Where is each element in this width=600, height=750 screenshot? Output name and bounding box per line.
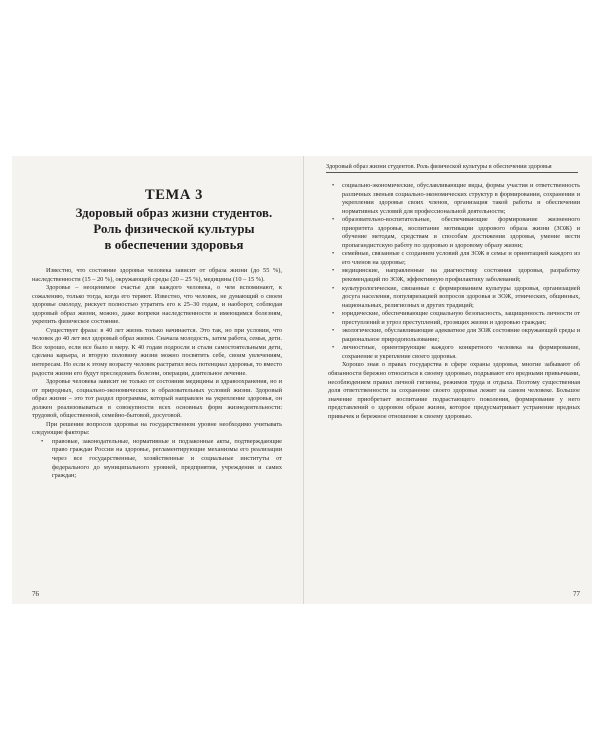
paragraph: При решении вопросов здоровья на государственном уровне необходимо учитывать следующие факторы:: [32, 420, 282, 437]
factor-list: [32, 438, 282, 481]
right-page: [304, 156, 592, 604]
list-item: [328, 310, 580, 327]
list-item-text: семейные, связанные с созданием условий для ЗОЖ в семье и ориентацией каждого из его членов на здоровье;: [342, 250, 580, 266]
list-item: [328, 216, 580, 250]
bullet-icon: •: [332, 182, 335, 189]
paragraph: Существует фраза: в 40 лет жизнь только начинается. Это так, но при условии, что человек до 40 лет вел здоровый образ жизни. Сначала молодость, затем работа, семья, дети. Все хорошо, если все было в меру. К 40 годам подросли и стали самостоятельными дети, сделана карьера, и вторую половину жизни можно посвятить себе, своим увлечениям, интересам. Но если к этому возрасту человек растратил весь потенциал здоровья, то вместо радости жизни его будут преследовать болезни, операции, длительное лечение.: [32, 326, 282, 377]
list-item: [328, 250, 580, 267]
list-item-text: экологические, обуславливающие адекватное для ЗОЖ состояние окружающей среды и рациональное природопользование;: [342, 327, 580, 343]
paragraph: Здоровье человека зависит не только от состояния медицины и здравоохранения, но и от природных, социально-экономических и образовательных условий жизни. Здоровый образ жизни – это тот раздел программы, который направлен на укрепление здоровья, он должен реализовываться в совокупности всех основных форм жизнедеятельности: трудовой, общественной, семейно-бытовой, досуговой.: [32, 378, 282, 420]
list-item-text: медицинские, направленные на диагностику состояния здоровья, разработку рекомендаций по ЗОЖ, эффективную профилактику заболеваний;: [342, 267, 580, 284]
bullet-icon: •: [332, 216, 335, 224]
bullet-icon: •: [332, 344, 335, 352]
paragraph: Здоровье – неоценимое счастье для каждого человека, о чем вспоминают, к сожалению, только тогда, когда его теряют. Известно, что человек, не думающий о своем здоровье смолоду, рискует полностью утратить его к 25–30 годам, и наоборот, соблюдая здоровый образ жизни, можно, даже вопреки наследственности и имеющимся болезням, укрепить физическое состояние.: [32, 284, 282, 326]
list-item: [328, 327, 580, 344]
page-number-left: 76: [32, 590, 39, 598]
bullet-icon: •: [332, 284, 335, 292]
list-item: [328, 344, 580, 361]
list-item-text: личностные, ориентирующие каждого конкретного человека на формирование, сохранение и укрепление своего здоровья.: [342, 344, 580, 360]
list-item-text: социально-экономические, обуславливающие виды, формы участия и ответственность различных звеньев социально-экономических структур в формировании, сохранении и укреплении здоровья своих членов, организация такой работы и обеспечении нормативных условий для профессиональной деятельности;: [342, 182, 580, 215]
paragraph: Известно, что состояние здоровья человека зависит от образа жизни (до 55 %), наследственности (15 – 20 %), окружающей среды (20 – 25 %), медицины (10 – 15 %).: [32, 267, 282, 283]
left-page: [12, 156, 304, 604]
bullet-icon: •: [332, 267, 335, 275]
chapter-title: [56, 186, 292, 253]
list-item: [328, 285, 580, 311]
bullet-icon: •: [332, 310, 335, 318]
bullet-icon: •: [41, 437, 44, 445]
list-item: [328, 267, 580, 284]
chapter-title-line-3: в обеспечении здоровья: [104, 238, 244, 252]
right-page-body: [328, 182, 580, 421]
list-item-text: юридические, обеспечивающие социальную безопасность, защищенность личности от преступлений и угроз преступлений, грозящих жизни и здоровью граждан;: [342, 310, 580, 326]
list-item: [32, 438, 282, 481]
left-page-body: [32, 267, 282, 481]
page-number-right: 77: [573, 590, 580, 598]
chapter-title-line-1: Здоровый образ жизни студентов.: [75, 206, 273, 220]
list-item: [328, 182, 580, 216]
chapter-topic-number: ТЕМА 3: [145, 187, 203, 203]
bullet-icon: •: [332, 250, 335, 258]
bullet-icon: •: [332, 327, 335, 335]
paragraph: Хорошо зная о правах государства в сфере охраны здоровья, многие забывают об обязанности бережно относиться к своему здоровью, подрывают его вредными привычками, несоблюдением правил личной гигиены, режимов труда и отдыха. Поэтому существенная доля ответственности за сохранение своего здоровья лежит на самом человеке. Большое значение приобретает воспитание подрастающего поколения, формирование у него представлений о здоровом образе жизни, которое предусматривает устранение вредных привычек и бережное отношение к своему здоровью.: [328, 361, 580, 420]
running-header: Здоровый образ жизни студентов. Роль физической культуры в обеспечении здоровья: [326, 163, 578, 173]
factor-list-continued: [328, 182, 580, 361]
list-item-text: правовые, законодательные, нормативные и подзаконные акты, подтверждающие право граждан России на здоровье, регламентирующие механизмы его реализации через все государственные, хозяйственные и социальные институты от федерального до муниципального уровней, предприятия, учреждения и самих граждан;: [52, 437, 282, 480]
book-spread: [12, 156, 592, 604]
list-item-text: культурологические, связанные с формированием культуры здоровья, организацией досуга населения, популяризацией вопросов здоровья и ЗОЖ, этнических, общинных, национальных, религиозных и других традиций;: [342, 284, 580, 309]
list-item-text: образовательно-воспитательные, обеспечивающие формирование жизненного приоритета здоровья, воспитание мотивации здорового образа жизни (ЗОЖ) и обучение методам, средствам и способам достижения здоровья, умение вести пропагандистскую работу по здоровью и здоровому образу жизни;: [342, 216, 580, 249]
chapter-title-line-2: Роль физической культуры: [93, 222, 255, 236]
